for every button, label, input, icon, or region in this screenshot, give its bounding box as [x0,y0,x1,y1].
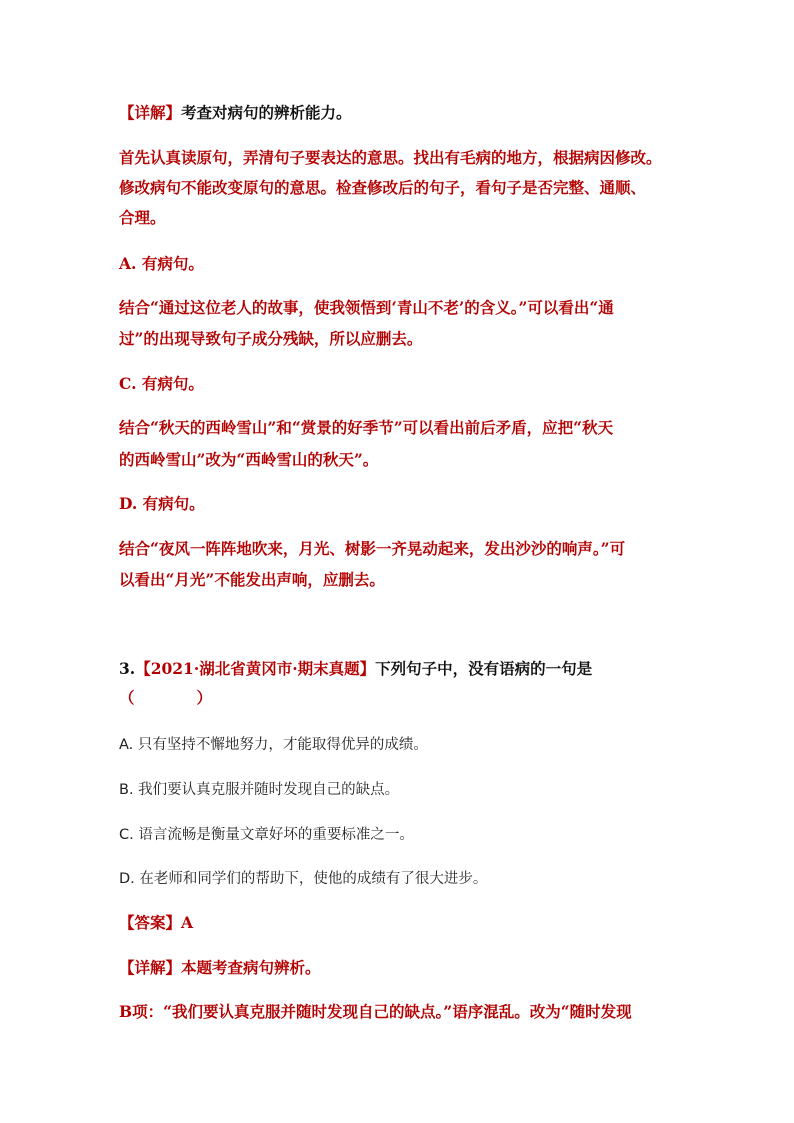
answer-label: 【答案】 [119,913,182,932]
detail-line [119,103,352,123]
q3-detail-label: 【详解】 [119,958,182,977]
choice-a: A. 只有坚持不懈地努力，才能取得优异的成绩。 [119,737,428,753]
q3-detail-line [119,958,321,978]
question-source: 【2021·湖北省黄冈市·期末真题】 [135,659,376,678]
choice-b: B. 我们要认真克服并随时发现自己的缺点。 [119,782,400,798]
option-a-verdict: A. 有病句。 [119,254,204,273]
answer-blank: （ ） [119,688,213,707]
choice-c: C. 语言流畅是衡量文章好坏的重要标准之一。 [119,827,414,843]
answer-line [119,913,193,933]
option-b-analysis [119,1002,632,1022]
method-line-3: 合理。 [119,208,166,227]
option-a-explanation-1: 结合“通过这位老人的故事，使我领悟到‘青山不老’的含义。”可以看出“通 [119,298,614,317]
option-d-verdict: D. 有病句。 [119,494,205,513]
option-a-explanation-2: 过”的出现导致句子成分残缺，所以应删去。 [119,329,423,348]
option-b-text: “我们要认真克服并随时发现自己的缺点。”语序混乱。改为“随时发现 [163,1002,632,1021]
option-b-label: B项： [119,1002,164,1021]
option-c-verdict: C. 有病句。 [119,374,204,393]
q3-detail-text: 本题考查病句辨析。 [181,958,321,977]
detail-label: 【详解】 [119,103,182,122]
question-stem: 下列句子中，没有语病的一句是 [375,659,593,678]
question-3-stem [119,659,592,679]
detail-text: 考查对病句的辨析能力。 [181,103,352,122]
method-line-1: 首先认真读原句，弄清句子要表达的意思。找出有毛病的地方，根据病因修改。 [119,148,662,167]
choice-d: D. 在老师和同学们的帮助下，使他的成绩有了很大进步。 [119,871,488,887]
answer-value: A [181,913,194,932]
method-line-2: 修改病句不能改变原句的意思。检查修改后的句子，看句子是否完整、通顺、 [119,178,647,197]
option-d-explanation-2: 以看出“月光”不能发出声响，应删去。 [119,570,385,589]
option-c-explanation-2: 的西岭雪山”改为“西岭雪山的秋天”。 [119,450,379,469]
option-c-explanation-1: 结合“秋天的西岭雪山”和“赏景的好季节”可以看出前后矛盾，应把“秋天 [119,418,614,437]
option-d-explanation-1: 结合“夜风一阵阵地吹来，月光、树影一齐晃动起来，发出沙沙的响声。”可 [119,539,626,558]
question-number: 3. [119,659,136,678]
